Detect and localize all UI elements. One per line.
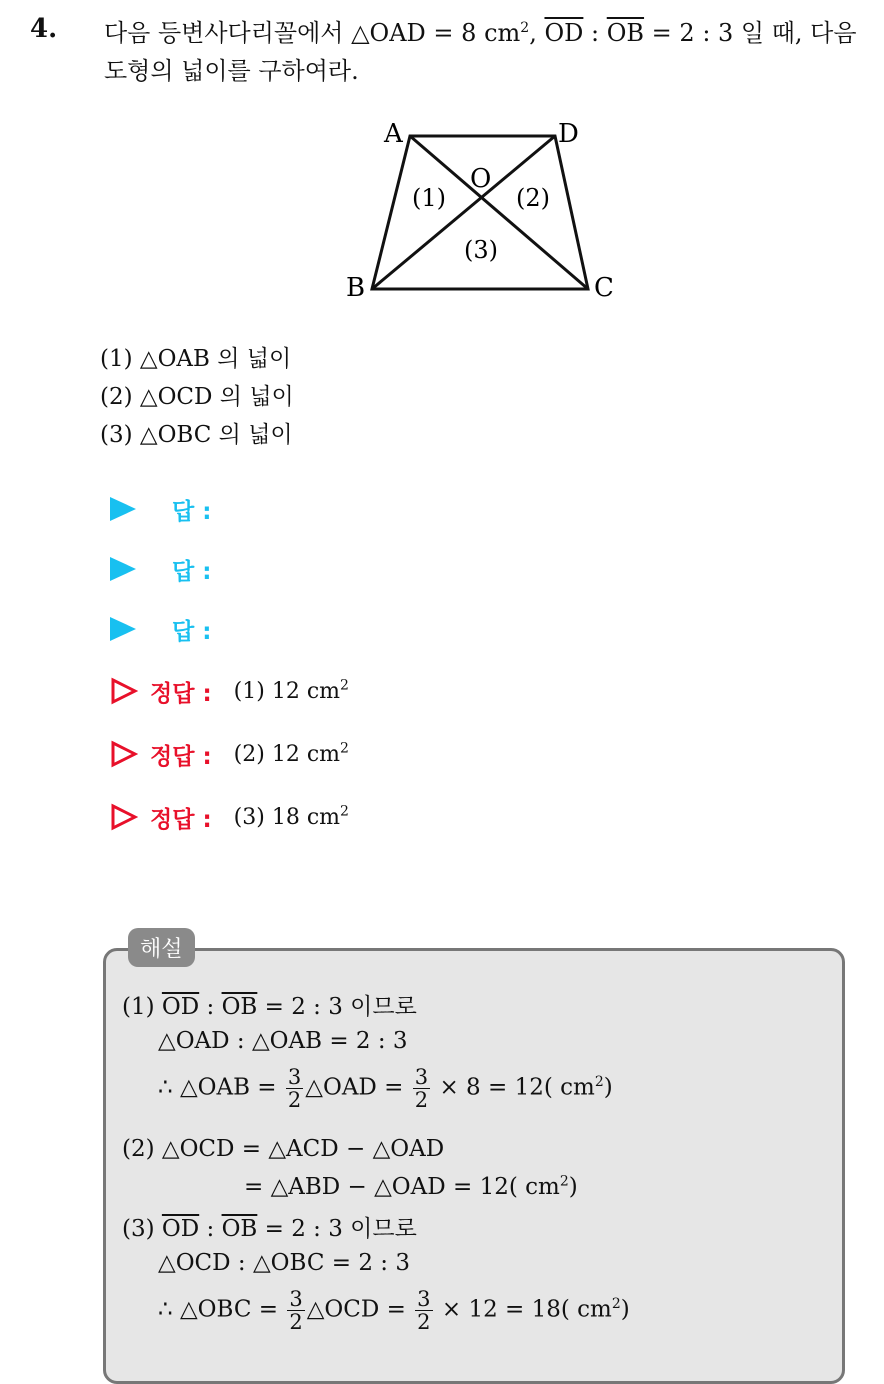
correct-label: 정답 : [150,743,212,770]
correct-answer-value: (3) 18 $cm^2$ [233,803,349,830]
region-3: (3) [464,236,498,264]
label-o: O [470,164,492,194]
answer-row [110,609,211,649]
fraction: $\frac{3}{2}$ [287,1065,302,1112]
correct-label: 정답 : [150,680,212,707]
question-line-2: 도형의 넓이를 구하여라. [104,57,359,85]
play-arrow-icon [110,617,136,641]
subquestion-2: (2) △OCD 의 넓이 [100,384,294,410]
fraction: $\frac{3}{2}$ [414,1065,429,1112]
correct-answer-row [110,797,349,837]
solution-line: △OAD : △OAB = 2 : 3 [158,1028,408,1054]
correct-label: 정답 : [150,806,212,833]
solution-line: △OCD : △OBC = 2 : 3 [158,1250,410,1276]
question-number: 4. [30,14,58,44]
label-a: A [384,119,403,149]
answer-label: 답 : [172,618,212,645]
diagonal-bd [372,136,555,289]
correct-answer-value: (1) 12 $cm^2$ [233,677,349,704]
label-d: D [558,119,579,149]
solution-line: (2) △OCD = △ACD − △OAD [122,1136,445,1162]
subquestion-1: (1) △OAB 의 넓이 [100,346,292,372]
outline-arrow-icon [110,803,138,831]
answer-label: 답 : [172,498,212,525]
region-1: (1) [412,184,446,212]
correct-answer-value: (2) 12 $cm^2$ [233,740,349,767]
answer-label: 답 : [172,558,212,585]
solution-line: ∴ △OBC = $\frac{3}{2}$ △OCD = $\frac{3}{2}$ × 12 = 18( $cm^2$) [158,1287,630,1334]
correct-answer-row [110,734,349,774]
region-2: (2) [516,184,550,212]
label-b: B [346,273,366,303]
subquestion-3: (3) △OBC 의 넓이 [100,422,293,448]
solution-line: = △ABD − △OAD = 12( $cm^2$) [244,1173,578,1200]
solution-line: ∴ △OAB = $\frac{3}{2}$ △OAD = $\frac{3}{2}$ × 8 = 12( $cm^2$) [158,1065,613,1112]
trapezoid-outline [372,136,588,289]
segment-ob: $\overline{OB}$ [606,19,645,47]
answer-row [110,549,211,589]
outline-arrow-icon [110,677,138,705]
answer-row [110,489,211,529]
solution-tab: 해설 [128,928,195,967]
play-arrow-icon [110,557,136,581]
trapezoid-figure [340,112,630,307]
solution-line: (1) $\overline{OD}$ : $\overline{OB} = 2$ : 3 이므로 [122,994,417,1020]
fraction: $\frac{3}{2}$ [289,1287,303,1334]
question-line-1: 다음 등변사다리꼴에서 △OAD = 8 $cm^2$, $\overline{OD}$ : $\overline{OB} = 2$ : 3 일 때, 다음 [104,19,857,47]
solution-line: (3) $\overline{OD}$ : $\overline{OB} = 2$ : 3 이므로 [122,1216,417,1242]
segment-od: $\overline{OD}$ [544,19,584,47]
label-c: C [594,273,614,303]
correct-answer-row [110,671,349,711]
fraction: $\frac{3}{2}$ [417,1287,431,1334]
outline-arrow-icon [110,740,138,768]
play-arrow-icon [110,497,136,521]
question-text [104,14,864,90]
